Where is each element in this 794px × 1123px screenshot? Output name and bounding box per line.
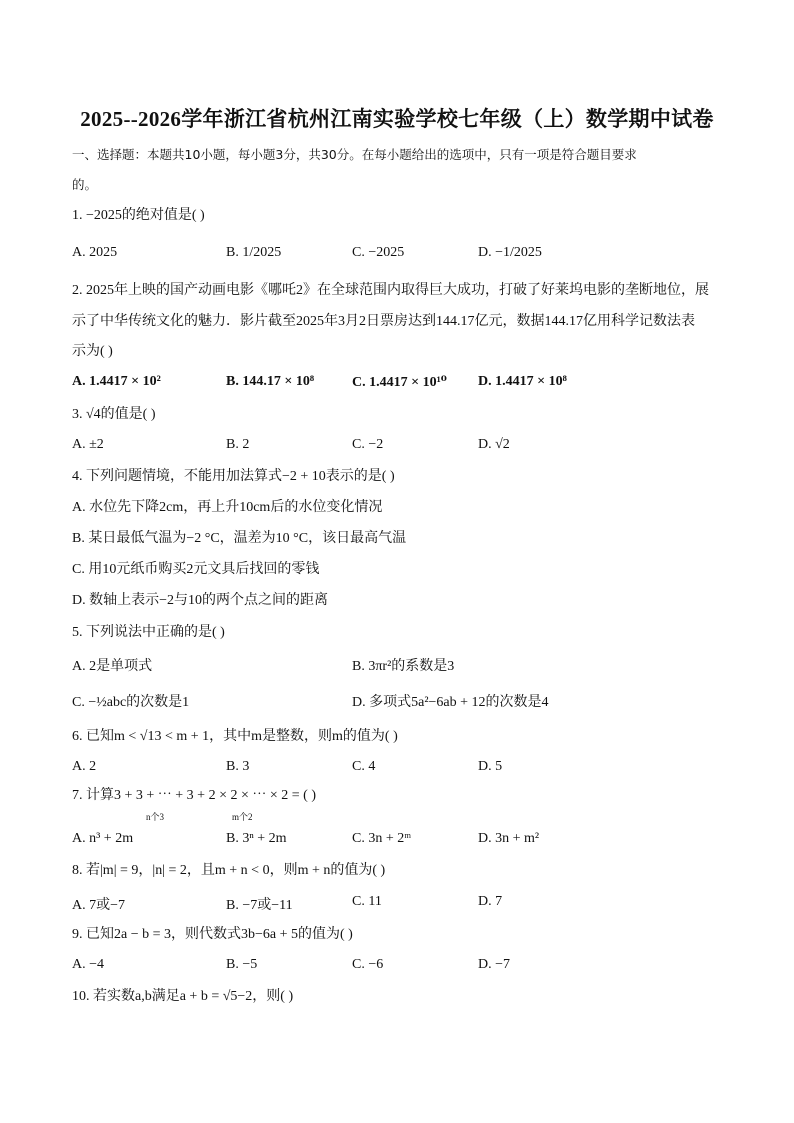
option-d: D. 3n + m² [478, 831, 540, 846]
option-a: A. ±2 [72, 437, 104, 452]
question-6-stem: 6. 已知m < √13 < m + 1，其中m是整数，则m的值为( ) [72, 729, 398, 744]
question-1-stem: 1. −2025的绝对值是( ) [72, 208, 205, 223]
section-instructions-cont: 的。 [72, 177, 98, 192]
question-1-options [72, 245, 732, 265]
question-10-stem: 10. 若实数a,b满足a + b = √5−2，则( ) [72, 989, 294, 1004]
option-d: D. −1/2025 [478, 245, 542, 260]
option-b: B. 144.17 × 10⁸ [226, 374, 315, 389]
question-4-option-b: B. 某日最低气温为−2 °C，温差为10 °C，该日最高气温 [72, 531, 407, 546]
option-c: C. 1.4417 × 10¹⁰ [352, 375, 447, 390]
question-7-options [72, 831, 732, 851]
question-7-underbrace-label-2: m个2 [232, 812, 253, 822]
question-7-stem: 7. 计算3 + 3 + ⋯ + 3 + 2 × 2 × ⋯ × 2 = ( ) [72, 788, 316, 803]
question-2-stem-line1: 2. 2025年上映的国产动画电影《哪吒2》在全球范围内取得巨大成功，打破了好莱坞电影的垄断地位，展 [72, 283, 709, 298]
option-c: C. 3n + 2ᵐ [352, 831, 412, 846]
option-c: C. 4 [352, 759, 376, 774]
question-4-stem: 4. 下列问题情境，不能用加法算式−2 + 10表示的是( ) [72, 469, 395, 484]
option-d: D. 7 [478, 894, 503, 909]
option-d: D. 多项式5a²−6ab + 12的次数是4 [352, 695, 549, 710]
question-6-options [72, 759, 732, 779]
question-8-options [72, 894, 732, 914]
question-5-options-row2 [72, 691, 732, 711]
option-a: A. 7或−7 [72, 898, 126, 913]
option-c: C. −2025 [352, 245, 405, 260]
option-c: C. −6 [352, 957, 384, 972]
question-5-stem: 5. 下列说法中正确的是( ) [72, 625, 225, 640]
question-4-option-a: A. 水位先下降2cm，再上升10cm后的水位变化情况 [72, 500, 383, 515]
question-2-stem-line3: 示为( ) [72, 344, 113, 359]
option-d: D. 1.4417 × 10⁸ [478, 374, 567, 389]
question-9-options [72, 957, 732, 977]
option-b: B. 3ⁿ + 2m [226, 831, 287, 846]
option-b: B. −5 [226, 957, 258, 972]
option-d: D. 5 [478, 759, 503, 774]
option-c: C. −2 [352, 437, 384, 452]
option-b: B. 2 [226, 437, 250, 452]
option-b: B. 1/2025 [226, 245, 282, 260]
section-instructions: 一、选择题：本题共10小题，每小题3分，共30分。在每小题给出的选项中，只有一项是符合题目要求 [72, 147, 637, 162]
question-4-option-c: C. 用10元纸币购买2元文具后找回的零钱 [72, 562, 320, 577]
question-3-options [72, 437, 732, 457]
option-a: A. 2025 [72, 245, 118, 260]
option-d: D. √2 [478, 437, 510, 452]
question-5-options-row1 [72, 655, 732, 675]
option-a: A. 1.4417 × 10² [72, 374, 161, 389]
question-4-option-d: D. 数轴上表示−2与10的两个点之间的距离 [72, 593, 329, 608]
question-2-stem-line2: 示了中华传统文化的魅力．影片截至2025年3月2日票房达到144.17亿元，数据144.17亿用科学记数法表 [72, 314, 695, 329]
option-d: D. −7 [478, 957, 511, 972]
option-b: B. 3πr²的系数是3 [352, 659, 455, 674]
option-a: A. 2 [72, 759, 97, 774]
option-c: C. 11 [352, 894, 382, 909]
question-9-stem: 9. 已知2a − b = 3，则代数式3b−6a + 5的值为( ) [72, 927, 353, 942]
option-a: A. −4 [72, 957, 105, 972]
option-a: A. n³ + 2m [72, 831, 134, 846]
option-a: A. 2是单项式 [72, 659, 153, 674]
option-b: B. 3 [226, 759, 250, 774]
question-7-underbrace-label-1: n个3 [146, 812, 165, 822]
question-8-stem: 8. 若|m| = 9，|n| = 2，且m + n < 0，则m + n的值为( ) [72, 863, 386, 878]
question-3-stem: 3. √4的值是( ) [72, 407, 156, 422]
option-b: B. −7或−11 [226, 898, 293, 913]
option-c: C. −½abc的次数是1 [72, 695, 190, 710]
question-2-options [72, 374, 732, 394]
page-title: 2025--2026学年浙江省杭州江南实验学校七年级（上）数学期中试卷 [80, 107, 714, 131]
